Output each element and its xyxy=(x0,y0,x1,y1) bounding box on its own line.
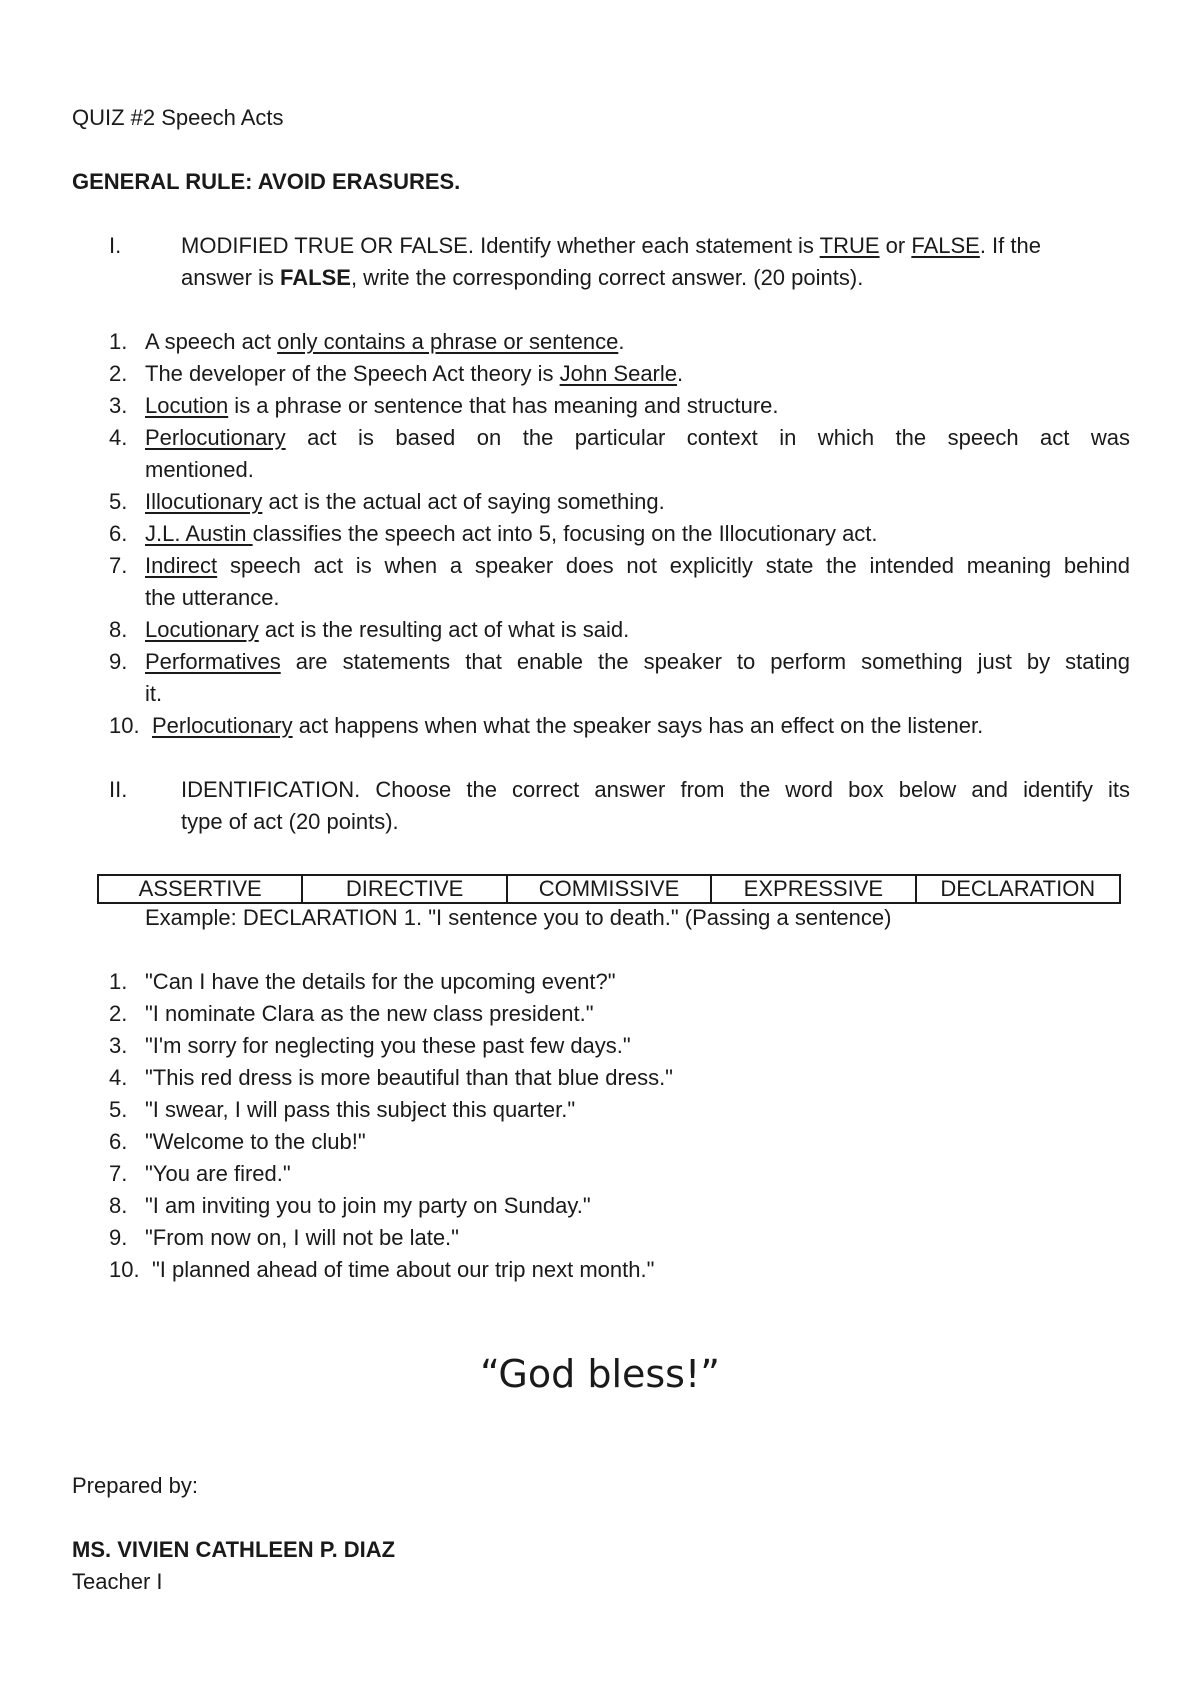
item-number: 8. xyxy=(109,617,128,642)
teacher-name: MS. VIVIEN CATHLEEN P. DIAZ xyxy=(72,1537,396,1562)
list-item: J.L. Austin classifies the speech act into 5, focusing on the Illocutionary act. xyxy=(145,521,878,546)
list-item: Locution is a phrase or sentence that has meaning and structure. xyxy=(145,393,779,418)
list-item: Indirect speech act is when a speaker does not explicitly state the intended meaning behind xyxy=(145,553,1130,578)
item-number: 8. xyxy=(109,1193,128,1218)
list-item: "Can I have the details for the upcoming event?" xyxy=(145,969,616,994)
part1-instruction-line2: answer is FALSE, write the corresponding correct answer. (20 points). xyxy=(181,265,864,290)
part1-numeral: I. xyxy=(109,233,122,258)
item-number: 6. xyxy=(109,521,128,546)
list-item: The developer of the Speech Act theory is John Searle. xyxy=(145,361,684,386)
list-item: Locutionary act is the resulting act of what is said. xyxy=(145,617,630,642)
list-item: "I am inviting you to join my party on Sunday." xyxy=(145,1193,591,1218)
word-box-cell: DIRECTIVE xyxy=(302,875,506,903)
item-number: 2. xyxy=(109,361,128,386)
list-item: Illocutionary act is the actual act of saying something. xyxy=(145,489,665,514)
item-number: 10. xyxy=(109,713,140,738)
list-item: "I nominate Clara as the new class president." xyxy=(145,1001,594,1026)
item-number: 9. xyxy=(109,1225,128,1250)
part2-instruction-line2: type of act (20 points). xyxy=(181,809,399,834)
list-item: "Welcome to the club!" xyxy=(145,1129,366,1154)
list-item: "This red dress is more beautiful than that blue dress." xyxy=(145,1065,673,1090)
word-box-cell: EXPRESSIVE xyxy=(711,875,915,903)
list-item: "You are fired." xyxy=(145,1161,291,1186)
item-number: 7. xyxy=(109,553,128,578)
item-number: 4. xyxy=(109,425,128,450)
document-title: QUIZ #2 Speech Acts xyxy=(72,105,284,130)
list-item: "I swear, I will pass this subject this quarter." xyxy=(145,1097,576,1122)
part2-numeral: II. xyxy=(109,777,128,802)
item-number: 7. xyxy=(109,1161,128,1186)
list-item: "I'm sorry for neglecting you these past few days." xyxy=(145,1033,631,1058)
example-line: Example: DECLARATION 1. "I sentence you to death." (Passing a sentence) xyxy=(145,905,892,930)
list-item-continuation: mentioned. xyxy=(145,457,254,482)
item-number: 1. xyxy=(109,969,128,994)
list-item: Perlocutionary act is based on the particular context in which the speech act was xyxy=(145,425,1130,450)
closing-blessing: “God bless!” xyxy=(480,1352,720,1396)
list-item: Perlocutionary act happens when what the speaker says has an effect on the listener. xyxy=(152,713,984,738)
item-number: 3. xyxy=(109,1033,128,1058)
item-number: 10. xyxy=(109,1257,140,1282)
teacher-title: Teacher I xyxy=(72,1569,163,1594)
word-box xyxy=(97,874,1121,904)
list-item-continuation: the utterance. xyxy=(145,585,280,610)
item-number: 9. xyxy=(109,649,128,674)
list-item: A speech act only contains a phrase or sentence. xyxy=(145,329,625,354)
list-item: "From now on, I will not be late." xyxy=(145,1225,459,1250)
list-item-continuation: it. xyxy=(145,681,163,706)
item-number: 4. xyxy=(109,1065,128,1090)
item-number: 6. xyxy=(109,1129,128,1154)
general-rule: GENERAL RULE: AVOID ERASURES. xyxy=(72,169,461,194)
item-number: 5. xyxy=(109,489,128,514)
part2-instruction-line1: IDENTIFICATION. Choose the correct answer from the word box below and identify its xyxy=(181,777,1130,802)
list-item: Performatives are statements that enable the speaker to perform something just by stating xyxy=(145,649,1130,674)
list-item: "I planned ahead of time about our trip next month." xyxy=(152,1257,655,1282)
prepared-by-label: Prepared by: xyxy=(72,1473,198,1498)
item-number: 2. xyxy=(109,1001,128,1026)
item-number: 3. xyxy=(109,393,128,418)
item-number: 1. xyxy=(109,329,128,354)
part1-instruction-line1: MODIFIED TRUE OR FALSE. Identify whether each statement is TRUE or FALSE. If the xyxy=(181,233,1041,258)
item-number: 5. xyxy=(109,1097,128,1122)
word-box-cell: COMMISSIVE xyxy=(507,875,711,903)
word-box-cell: ASSERTIVE xyxy=(98,875,302,903)
word-box-cell: DECLARATION xyxy=(916,875,1120,903)
